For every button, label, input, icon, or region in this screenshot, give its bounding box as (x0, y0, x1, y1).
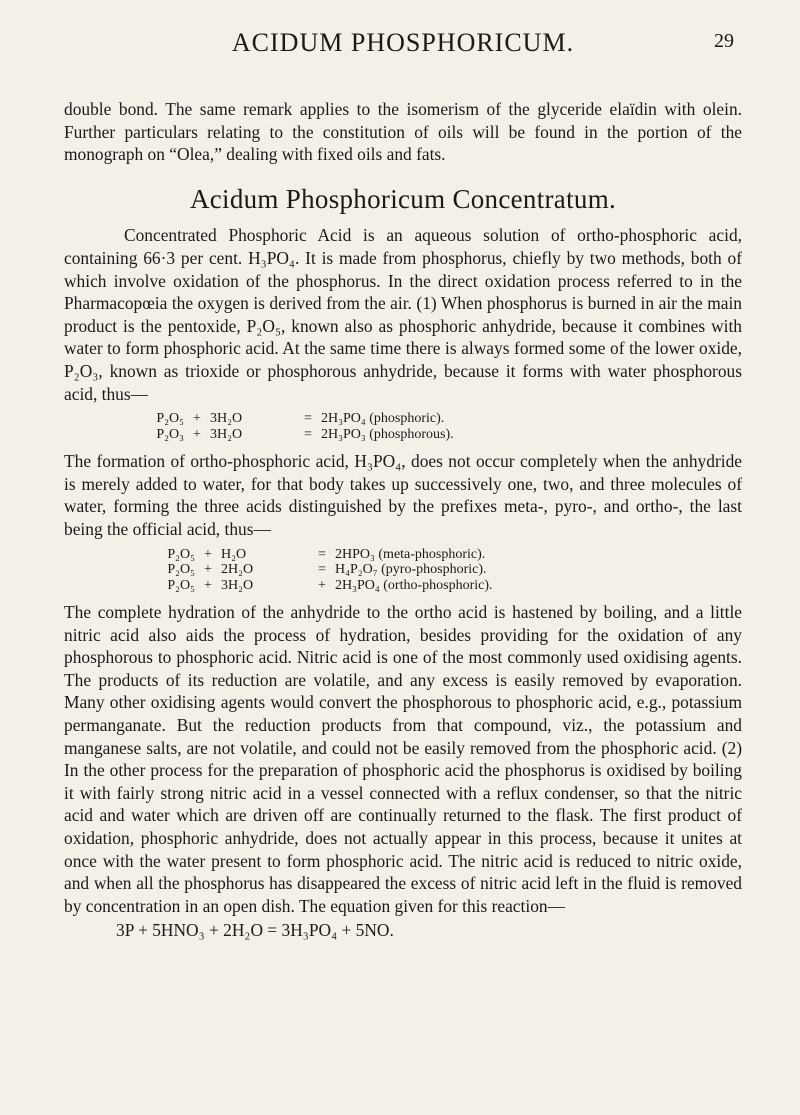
paragraph-1: Concentrated Phosphoric Acid is an aqueous solution of ortho-phosphoric acid, containing 66·3 per cent. H₃PO₄. It is made from phosphorus, chiefly by two methods, both of which involve oxidation of the phosphorus. In the direct oxidation process referred to in the Pharmacopœia the oxygen is derived from the air. (1) When phosphorus is burned in air the main product is the pentoxide, P₂O₅, known also as phosphoric anhydride, because it combines with water to form phosphoric acid. At the same time there is always formed some of the lower oxide, P₂O₃, known as trioxide or phosphorous anhydride, because it forms with water phosphorous acid, thus— (64, 225, 742, 404)
equation-plus: + (204, 577, 212, 593)
equation-equals: + (318, 577, 326, 593)
equation-reactant: P₂O₅ (167, 577, 195, 593)
equation-block-2 (64, 547, 742, 594)
equation-water: 2H₂O (221, 562, 254, 577)
equation-equals: = (304, 411, 312, 427)
equation-equals: = (318, 546, 326, 562)
equation-plus: + (193, 426, 201, 442)
page-number: 29 (714, 30, 734, 52)
equation-row (64, 562, 742, 578)
intro-paragraph: double bond. The same remark applies to the isomerism of the glyceride elaïdin with olein. Further particulars relating to the constitution of oils will be found in the portion of the monograph on “Olea,” dealing with fixed oils and fats. (64, 99, 742, 165)
equation-product: 2H₃PO₃ (phosphorous). (321, 426, 454, 442)
equation-product: 2HPO₃ (meta-phosphoric). (335, 546, 486, 562)
equation-water: H₂O (221, 546, 247, 562)
equation-plus: + (204, 562, 212, 577)
equation-water: 3H₂O (210, 426, 243, 442)
equation-reactant: P₂O₃ (156, 426, 184, 442)
equation-water: 3H₂O (221, 577, 254, 593)
section-title: Acidum Phosphoricum Concentratum. (189, 183, 617, 214)
final-equation (64, 919, 742, 942)
paragraph-2: The formation of ortho-phosphoric acid, H₃PO₄, does not occur completely when the anhydride is merely added to water, for that body takes up successively one, two, and three molecules of water, forming the three acids distinguished by the prefixes meta-, pyro-, and ortho-, the last being the official acid, thus— (64, 451, 742, 539)
running-head (64, 28, 742, 56)
equation-product: 2H₃PO₄ (ortho-phosphoric). (335, 577, 493, 593)
equation-product: 2H₃PO₄ (phosphoric). (321, 411, 445, 427)
paragraph-3: The complete hydration of the anhydride to the ortho acid is hastened by boiling, and a little nitric acid also aids the process of hydration, besides providing for the oxidation of any phosphorous to phosphoric acid. Nitric acid is one of the most commonly used oxidising agents. The products of its reduction are volatile, and any excess is easily removed by evaporation. Many other oxidising agents would convert the phosphorous to phosphoric acid, e.g., potassium permanganate. But the reduction products from that compound, viz., the potassium and manganese salts, are not volatile, and could not be easily removed from the phosphoric acid. (2) In the other process for the preparation of phosphoric acid the phosphorus is oxidised by boiling it with fairly strong nitric acid in a vessel connected with a reflux condenser, so that the nitric acid and water which are driven off are continually returned to the flask. The first product of oxidation, phosphoric anhydride, does not actually appear in this process, because it unites at once with the water present to form phosphoric acid. The nitric acid is reduced to nitric oxide, and when all the phosphorus has disappeared the excess of nitric acid left in the fluid is removed by concentration in an open dish. The equation given for this reaction— (64, 602, 742, 916)
equation-row (64, 427, 742, 443)
equation-product: H₄P₂O₇ (pyro-phosphoric). (335, 562, 487, 577)
equation-equals: = (304, 426, 312, 442)
running-title: ACIDUM PHOSPHORICUM. (231, 28, 575, 57)
equation-reactant: P₂O₅ (156, 411, 184, 427)
final-equation-text: 3P + 5HNO₃ + 2H₂O = 3H₃PO₄ + 5NO. (116, 920, 394, 941)
equation-equals: = (318, 562, 326, 577)
equation-plus: + (204, 546, 212, 562)
equation-reactant: P₂O₅ (167, 546, 195, 562)
equation-block-1 (64, 411, 742, 442)
equation-row (64, 411, 742, 427)
equation-water: 3H₂O (210, 411, 243, 427)
equation-row (64, 578, 742, 594)
equation-reactant: P₂O₅ (167, 562, 195, 577)
page-body (64, 98, 742, 942)
equation-row (64, 547, 742, 563)
equation-plus: + (193, 411, 201, 427)
